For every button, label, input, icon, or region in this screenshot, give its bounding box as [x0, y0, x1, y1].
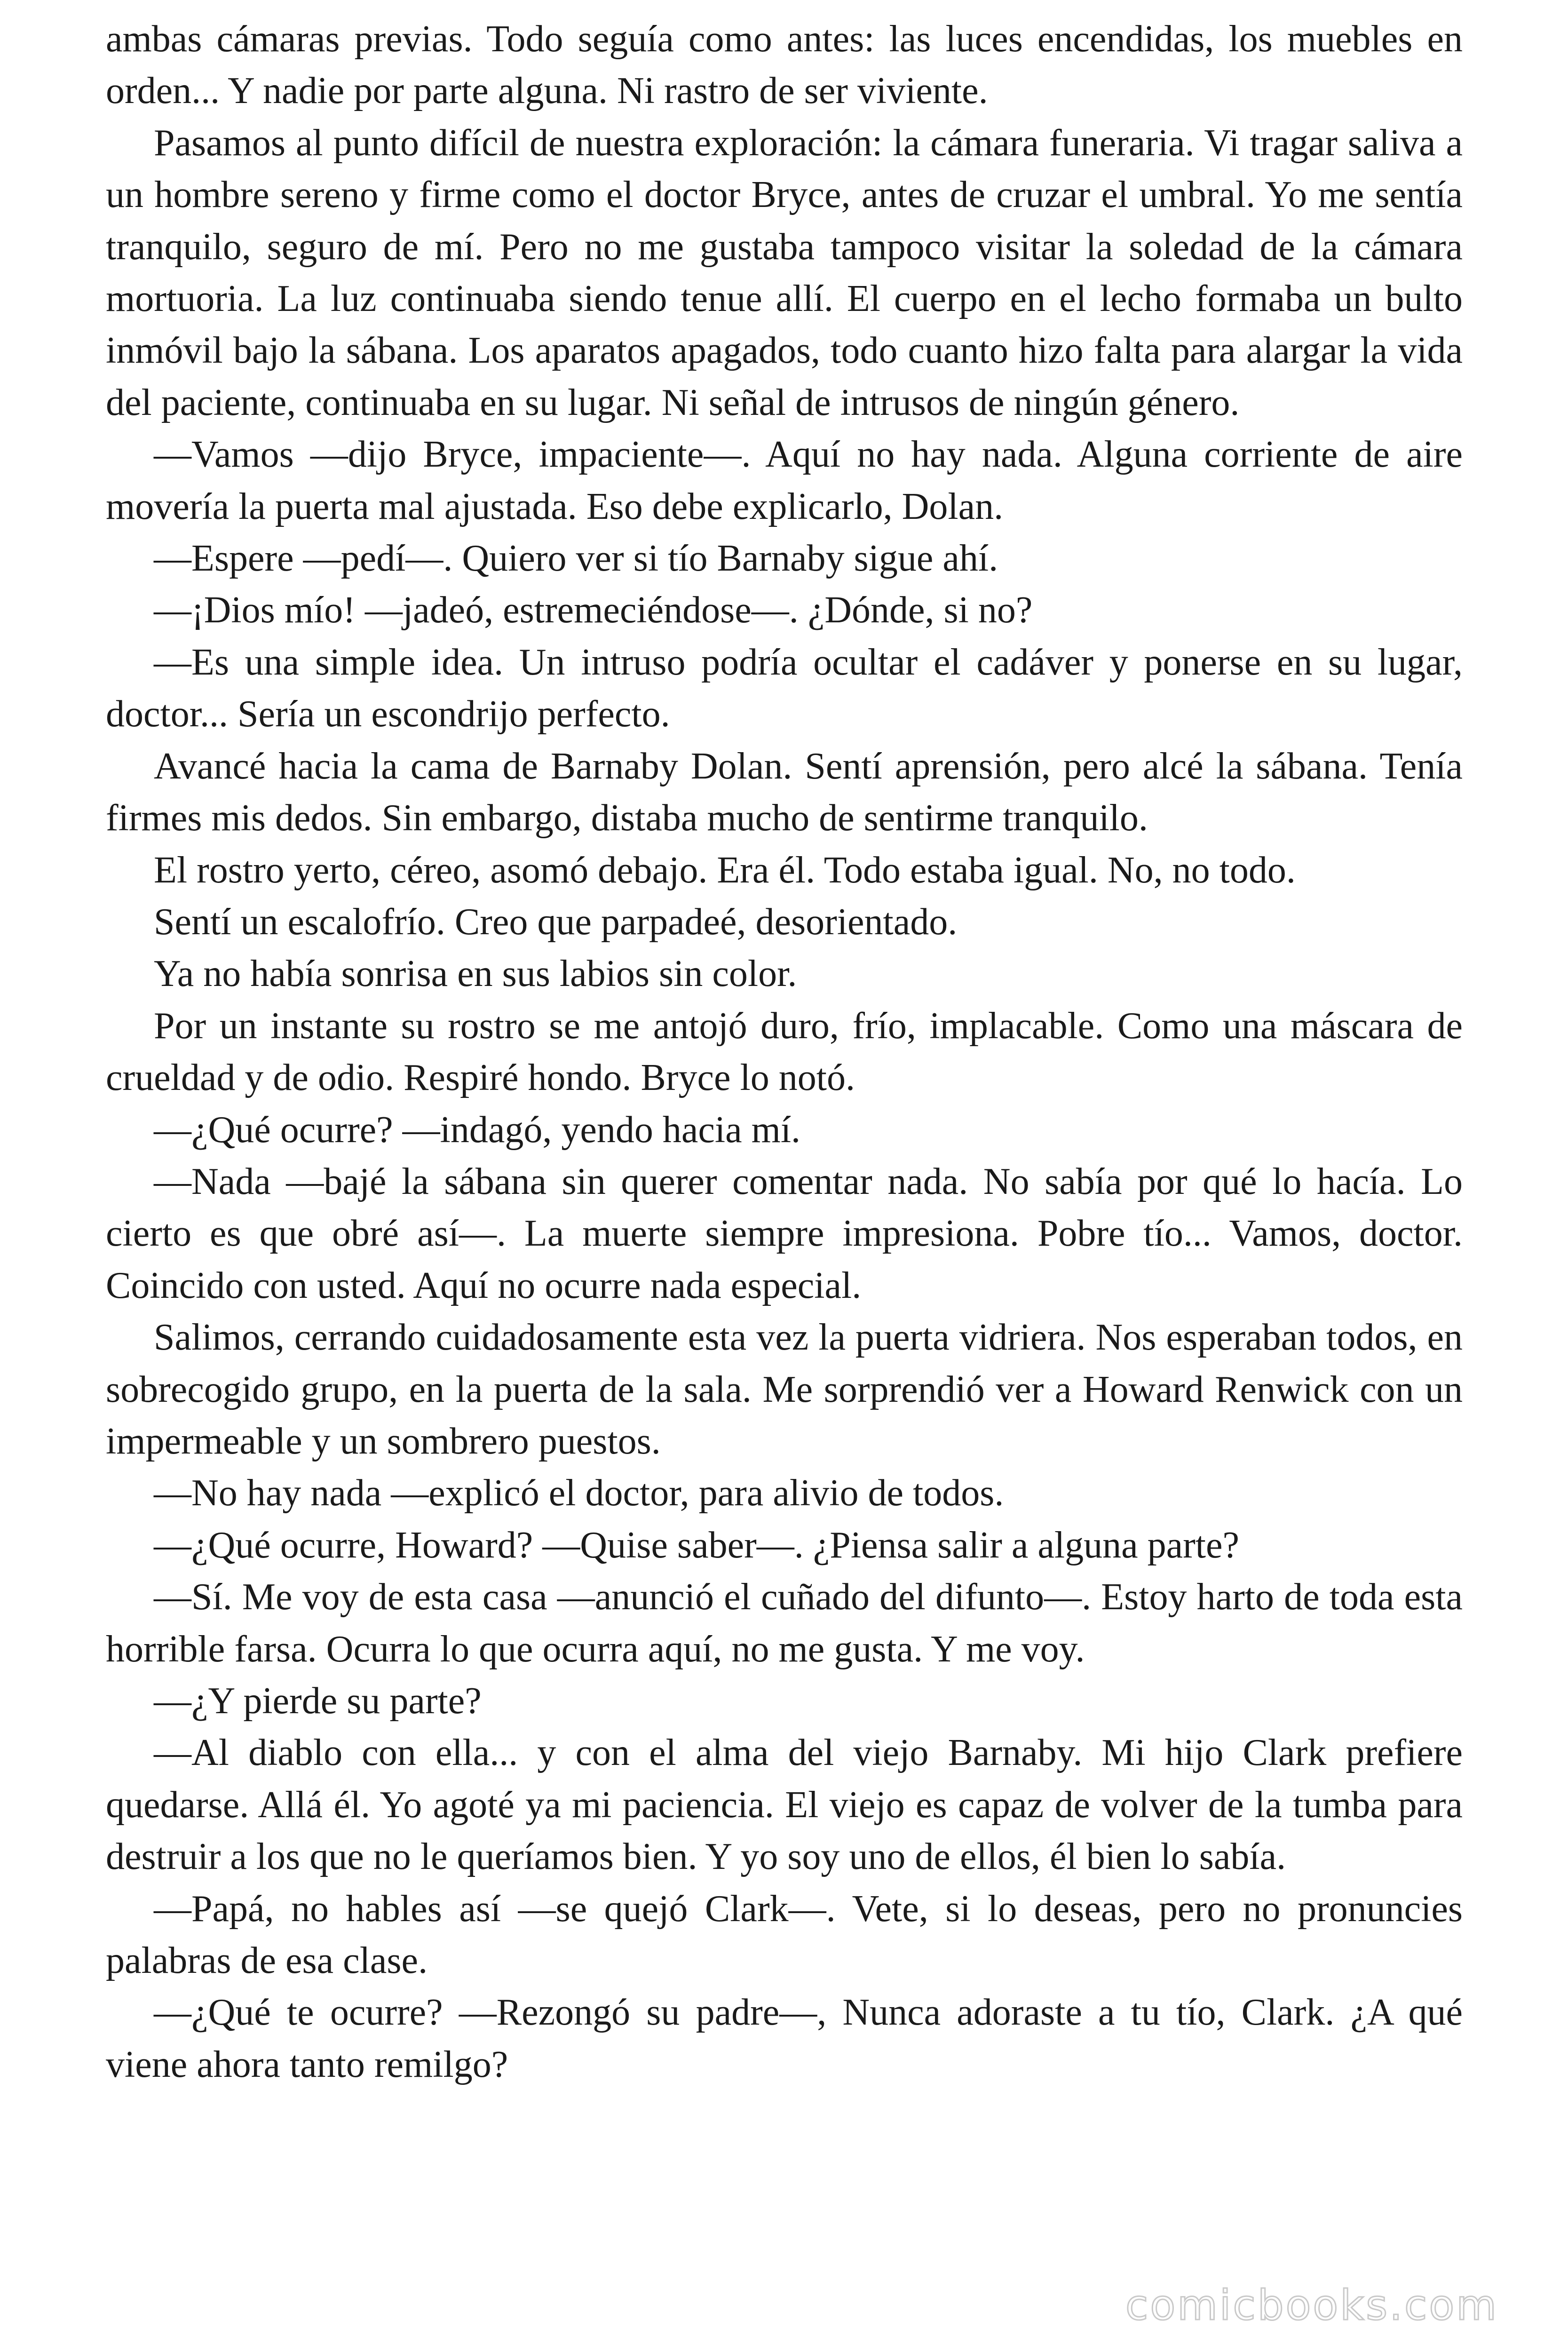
watermark: comicbooks.com [1125, 2281, 1498, 2329]
paragraph: —¿Qué ocurre, Howard? —Quise saber—. ¿Piensa salir a alguna parte? [154, 1524, 1239, 1566]
paragraph: —¡Dios mío! —jadeó, estremeciéndose—. ¿Dónde, si no? [154, 589, 1033, 631]
paragraph: —No hay nada —explicó el doctor, para alivio de todos. [154, 1472, 1004, 1514]
paragraph: —Vamos —dijo Bryce, impaciente—. Aquí no hay nada. Alguna corriente de aire movería la puerta mal ajustada. Eso debe explicarlo, Dolan. [106, 434, 1463, 527]
book-page-text [106, 13, 1463, 2090]
paragraph: Salimos, cerrando cuidadosamente esta vez la puerta vidriera. Nos esperaban todos, en sobrecogido grupo, en la puerta de la sala. Me sorprendió ver a Howard Renwick con un impermeable y un sombrero puestos. [106, 1317, 1463, 1462]
paragraph: ambas cámaras previas. Todo seguía como antes: las luces encendidas, los muebles en orden... Y nadie por parte alguna. Ni rastro de ser viviente. [106, 18, 1463, 112]
paragraph: —¿Qué te ocurre? —Rezongó su padre—, Nunca adoraste a tu tío, Clark. ¿A qué viene ahora tanto remilgo? [106, 1992, 1463, 2085]
paragraph: —Al diablo con ella... y con el alma del viejo Barnaby. Mi hijo Clark prefiere quedarse. Allá él. Yo agoté ya mi paciencia. El viejo es capaz de volver de la tumba para destruir a los que no le queríamos bien. Y yo soy uno de ellos, él bien lo sabía. [106, 1732, 1463, 1878]
paragraph: —Sí. Me voy de esta casa —anunció el cuñado del difunto—. Estoy harto de toda esta horrible farsa. Ocurra lo que ocurra aquí, no me gusta. Y me voy. [106, 1576, 1463, 1670]
paragraph: Sentí un escalofrío. Creo que parpadeé, desorientado. [154, 901, 958, 943]
paragraph: Pasamos al punto difícil de nuestra exploración: la cámara funeraria. Vi tragar saliva a un hombre sereno y firme como el doctor Bryce, antes de cruzar el umbral. Yo me sentía tranquilo, seguro de mí. Pero no me gustaba tampoco visitar la soledad de la cámara mortuoria. La luz continuaba siendo tenue allí. El cuerpo en el lecho formaba un bulto inmóvil bajo la sábana. Los aparatos apagados, todo cuanto hizo falta para alargar la vida del paciente, continuaba en su lugar. Ni señal de intrusos de ningún género. [106, 122, 1463, 423]
paragraph: El rostro yerto, céreo, asomó debajo. Era él. Todo estaba igual. No, no todo. [154, 849, 1296, 891]
paragraph: Ya no había sonrisa en sus labios sin color. [154, 953, 797, 995]
paragraph: —Es una simple idea. Un intruso podría ocultar el cadáver y ponerse en su lugar, doctor... Sería un escondrijo perfecto. [106, 641, 1463, 735]
paragraph: —¿Qué ocurre? —indagó, yendo hacia mí. [154, 1109, 801, 1151]
paragraph: —Papá, no hables así —se quejó Clark—. Vete, si lo deseas, pero no pronuncies palabras de esa clase. [106, 1888, 1463, 1982]
paragraph: Avancé hacia la cama de Barnaby Dolan. Sentí aprensión, pero alcé la sábana. Tenía firmes mis dedos. Sin embargo, distaba mucho de sentirme tranquilo. [106, 745, 1463, 839]
paragraph: —¿Y pierde su parte? [154, 1680, 482, 1722]
paragraph: Por un instante su rostro se me antojó duro, frío, implacable. Como una máscara de crueldad y de odio. Respiré hondo. Bryce lo notó. [106, 1005, 1463, 1099]
paragraph: —Espere —pedí—. Quiero ver si tío Barnaby sigue ahí. [154, 538, 998, 580]
paragraph: —Nada —bajé la sábana sin querer comentar nada. No sabía por qué lo hacía. Lo cierto es que obré así—. La muerte siempre impresiona. Pobre tío... Vamos, doctor. Coincido con usted. Aquí no ocurre nada especial. [106, 1160, 1463, 1306]
